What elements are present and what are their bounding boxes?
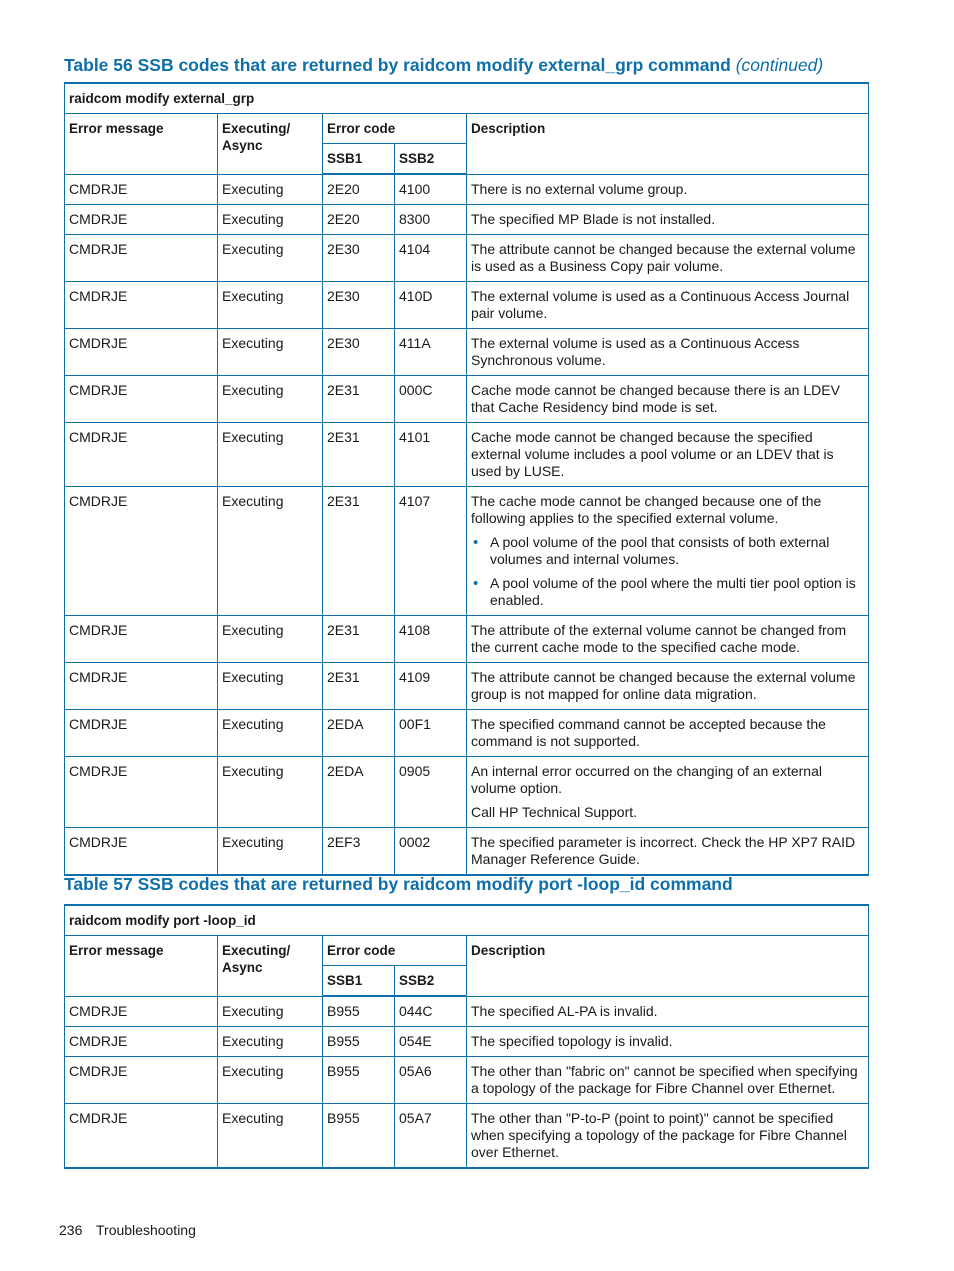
error-message-cell: CMDRJE <box>65 423 218 487</box>
header-ssb1: SSB1 <box>323 966 395 997</box>
table-row <box>65 329 869 376</box>
description-text: The specified AL-PA is invalid. <box>471 1002 658 1019</box>
ssb1-cell: 2E31 <box>323 616 395 663</box>
error-message-cell: CMDRJE <box>65 174 218 205</box>
ssb2-cell: 0002 <box>395 828 467 876</box>
error-message-cell: CMDRJE <box>65 376 218 423</box>
description-cell <box>467 282 869 329</box>
ssb1-cell: 2EDA <box>323 710 395 757</box>
header-description: Description <box>467 936 869 997</box>
description-bullet: • A pool volume of the pool where the multi tier pool option is enabled. <box>471 575 864 609</box>
description-bullet: • A pool volume of the pool that consists of both external volumes and internal volumes. <box>471 534 864 568</box>
description-text: The specified parameter is incorrect. Check the HP XP7 RAID Manager Reference Guide. <box>471 834 856 867</box>
description-cell <box>467 174 869 205</box>
error-message-cell: CMDRJE <box>65 710 218 757</box>
header-error-message: Error message <box>65 114 218 175</box>
executing-cell: Executing <box>218 1027 323 1057</box>
executing-cell: Executing <box>218 376 323 423</box>
table-row <box>65 174 869 205</box>
ssb2-cell: 054E <box>395 1027 467 1057</box>
description-note: Call HP Technical Support. <box>471 804 638 820</box>
command-cell: raidcom modify external_grp <box>65 83 869 114</box>
description-text: There is no external volume group. <box>471 180 688 197</box>
ssb1-cell: 2E20 <box>323 205 395 235</box>
table-57-body <box>65 996 869 1168</box>
error-message-cell: CMDRJE <box>65 1057 218 1104</box>
ssb1-cell: B955 <box>323 1027 395 1057</box>
description-bullet-list <box>471 534 864 609</box>
error-message-cell: CMDRJE <box>65 329 218 376</box>
description-cell <box>467 205 869 235</box>
table-57-title: Table 57 SSB codes that are returned by raidcom modify port -loop_id command <box>64 874 733 894</box>
table-57-header <box>65 905 869 996</box>
executing-cell: Executing <box>218 616 323 663</box>
executing-cell: Executing <box>218 282 323 329</box>
table-row <box>65 828 869 876</box>
table-row <box>65 1104 869 1169</box>
ssb2-cell: 05A6 <box>395 1057 467 1104</box>
executing-cell: Executing <box>218 329 323 376</box>
description-cell <box>467 1027 869 1057</box>
ssb2-cell: 4108 <box>395 616 467 663</box>
header-ssb1: SSB1 <box>323 144 395 175</box>
description-cell <box>467 487 869 616</box>
table-56-header <box>65 83 869 174</box>
error-message-cell: CMDRJE <box>65 616 218 663</box>
description-cell <box>467 663 869 710</box>
ssb1-cell: 2E31 <box>323 663 395 710</box>
command-cell: raidcom modify port -loop_id <box>65 905 869 936</box>
description-cell <box>467 996 869 1027</box>
description-text: The attribute cannot be changed because the external volume is used as a Business Copy pair volume. <box>471 241 856 274</box>
ssb2-cell: 4104 <box>395 235 467 282</box>
ssb2-cell: 8300 <box>395 205 467 235</box>
ssb2-cell: 410D <box>395 282 467 329</box>
executing-cell: Executing <box>218 487 323 616</box>
table-row <box>65 1027 869 1057</box>
ssb1-cell: B955 <box>323 996 395 1027</box>
description-text: The external volume is used as a Continuous Access Synchronous volume. <box>471 335 800 368</box>
ssb2-cell: 4109 <box>395 663 467 710</box>
table-56 <box>64 82 869 876</box>
error-message-cell: CMDRJE <box>65 487 218 616</box>
error-message-cell: CMDRJE <box>65 828 218 876</box>
ssb1-cell: 2EDA <box>323 757 395 828</box>
description-cell <box>467 710 869 757</box>
error-message-cell: CMDRJE <box>65 996 218 1027</box>
error-message-cell: CMDRJE <box>65 282 218 329</box>
ssb2-cell: 4100 <box>395 174 467 205</box>
description-text: The other than "fabric on" cannot be specified when specifying a topology of the package for Fibre Channel over Ethernet. <box>471 1063 858 1096</box>
ssb2-cell: 411A <box>395 329 467 376</box>
table-row <box>65 487 869 616</box>
header-executing-async: Executing/ Async <box>218 936 323 997</box>
ssb2-cell: 4101 <box>395 423 467 487</box>
header-executing-async: Executing/ Async <box>218 114 323 175</box>
description-text: The specified MP Blade is not installed. <box>471 211 716 227</box>
table-56-caption <box>64 55 823 76</box>
header-row <box>65 114 869 144</box>
table-row <box>65 663 869 710</box>
ssb1-cell: 2E31 <box>323 487 395 616</box>
description-cell <box>467 376 869 423</box>
ssb1-cell: 2E30 <box>323 282 395 329</box>
ssb2-cell: 000C <box>395 376 467 423</box>
description-cell <box>467 828 869 876</box>
ssb1-cell: 2E30 <box>323 329 395 376</box>
table-row <box>65 1057 869 1104</box>
ssb2-cell: 00F1 <box>395 710 467 757</box>
executing-cell: Executing <box>218 1057 323 1104</box>
header-error-code: Error code <box>323 114 467 144</box>
error-message-cell: CMDRJE <box>65 757 218 828</box>
description-text: The other than "P-to-P (point to point)" cannot be specified when specifying a topology of the package for Fibre Channel over Ethernet. <box>471 1110 847 1160</box>
header-description: Description <box>467 114 869 175</box>
description-cell <box>467 235 869 282</box>
ssb2-cell: 0905 <box>395 757 467 828</box>
description-text: The cache mode cannot be changed because one of the following applies to the specified external volume. <box>471 493 822 526</box>
error-message-cell: CMDRJE <box>65 235 218 282</box>
description-text: An internal error occurred on the changing of an external volume option. <box>471 763 822 796</box>
executing-cell: Executing <box>218 996 323 1027</box>
ssb1-cell: 2E20 <box>323 174 395 205</box>
executing-cell: Executing <box>218 174 323 205</box>
executing-cell: Executing <box>218 663 323 710</box>
ssb1-cell: 2E31 <box>323 423 395 487</box>
table-57 <box>64 904 869 1169</box>
table-57-caption <box>64 874 733 895</box>
table-row <box>65 205 869 235</box>
description-cell <box>467 757 869 828</box>
footer-section: Troubleshooting <box>96 1222 196 1238</box>
description-text: The specified topology is invalid. <box>471 1033 673 1049</box>
description-text: Cache mode cannot be changed because the specified external volume includes a pool volume or an LDEV that is used by LUSE. <box>471 429 834 479</box>
table-row <box>65 710 869 757</box>
ssb1-cell: B955 <box>323 1104 395 1169</box>
ssb2-cell: 4107 <box>395 487 467 616</box>
ssb1-cell: 2E31 <box>323 376 395 423</box>
table-row <box>65 423 869 487</box>
description-cell <box>467 1104 869 1169</box>
table-row <box>65 235 869 282</box>
page-number: 236 <box>59 1222 83 1238</box>
header-error-code: Error code <box>323 936 467 966</box>
executing-cell: Executing <box>218 1104 323 1169</box>
table-56-title: Table 56 SSB codes that are returned by raidcom modify external_grp command <box>64 55 731 75</box>
ssb1-cell: 2E30 <box>323 235 395 282</box>
description-text: The specified command cannot be accepted because the command is not supported. <box>471 716 826 749</box>
table-row <box>65 996 869 1027</box>
ssb2-cell: 05A7 <box>395 1104 467 1169</box>
header-ssb2: SSB2 <box>395 966 467 997</box>
table-row <box>65 376 869 423</box>
header-row <box>65 936 869 966</box>
page-footer <box>59 1222 196 1238</box>
executing-cell: Executing <box>218 235 323 282</box>
ssb2-cell: 044C <box>395 996 467 1027</box>
executing-cell: Executing <box>218 828 323 876</box>
description-text: The external volume is used as a Continuous Access Journal pair volume. <box>471 288 850 321</box>
executing-cell: Executing <box>218 710 323 757</box>
error-message-cell: CMDRJE <box>65 1104 218 1169</box>
table-56-body <box>65 174 869 875</box>
ssb1-cell: B955 <box>323 1057 395 1104</box>
header-error-message: Error message <box>65 936 218 997</box>
error-message-cell: CMDRJE <box>65 663 218 710</box>
description-cell <box>467 1057 869 1104</box>
description-cell <box>467 616 869 663</box>
description-text: The attribute of the external volume cannot be changed from the current cache mode to the specified cache mode. <box>471 622 847 655</box>
executing-cell: Executing <box>218 423 323 487</box>
table-row <box>65 616 869 663</box>
description-text: The attribute cannot be changed because the external volume group is not mapped for online data migration. <box>471 669 856 702</box>
header-ssb2: SSB2 <box>395 144 467 175</box>
description-cell <box>467 329 869 376</box>
description-cell <box>467 423 869 487</box>
executing-cell: Executing <box>218 757 323 828</box>
command-row <box>65 83 869 114</box>
table-row <box>65 757 869 828</box>
ssb1-cell: 2EF3 <box>323 828 395 876</box>
table-row <box>65 282 869 329</box>
description-text: Cache mode cannot be changed because there is an LDEV that Cache Residency bind mode is set. <box>471 382 840 415</box>
executing-cell: Executing <box>218 205 323 235</box>
command-row <box>65 905 869 936</box>
error-message-cell: CMDRJE <box>65 1027 218 1057</box>
table-56-continued: (continued) <box>735 55 824 75</box>
error-message-cell: CMDRJE <box>65 205 218 235</box>
